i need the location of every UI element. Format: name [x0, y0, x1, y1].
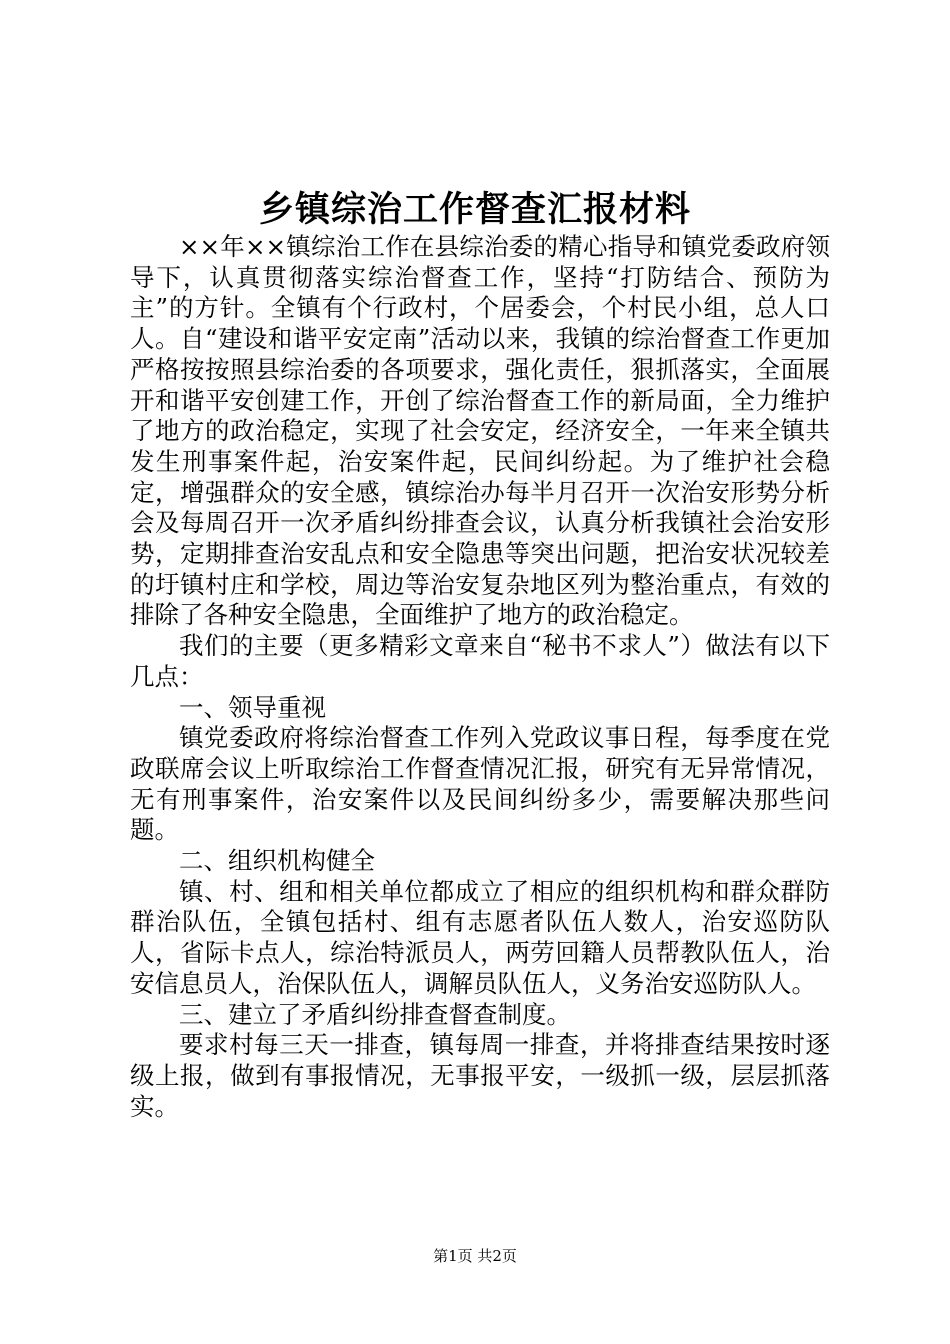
page-footer: 第1页 共2页: [433, 1247, 517, 1265]
document-title: 乡镇综治工作督查汇报材料: [258, 189, 691, 230]
section-heading-leadership: 一、领导重视: [179, 692, 326, 722]
paragraph-dispute-system: 要求村每三天一排查，镇每周一排查，并将排查结果按时逐级上报，做到有事报情况，无事报平安，一级抓一级，层层抓落实。: [130, 1030, 830, 1121]
section-heading-dispute-system: 三、建立了矛盾纠纷排查督查制度。: [179, 999, 571, 1029]
paragraph-main-practices: 我们的主要（更多精彩文章来自“秘书不求人”）做法有以下几点：: [130, 631, 830, 691]
paragraph-organization: 镇、村、组和相关单位都成立了相应的组织机构和群众群防群治队伍，全镇包括村、组有志愿者队伍人数人，治安巡防队人，省际卡点人，综治特派员人，两劳回籍人员帮教队伍人，治安信息员人，治保队伍人，调解员队伍人，义务治安巡防队人。: [130, 876, 830, 998]
paragraph-intro: ××年××镇综治工作在县综治委的精心指导和镇党委政府领导下，认真贯彻落实综治督查工作，坚持“打防结合、预防为主”的方针。全镇有个行政村，个居委会，个村民小组，总人口人。自“建设和谐平安定南”活动以来，我镇的综治督查工作更加严格按按照县综治委的各项要求，强化责任，狠抓落实，全面展开和谐平安创建工作，开创了综治督查工作的新局面，全力维护了地方的政治稳定，实现了社会安定，经济安全，一年来全镇共发生刑事案件起，治安案件起，民间纠纷起。为了维护社会稳定，增强群众的安全感，镇综治办每半月召开一次治安形势分析会及每周召开一次矛盾纠纷排查会议，认真分析我镇社会治安形势，定期排查治安乱点和安全隐患等突出问题，把治安状况较差的圩镇村庄和学校，周边等治安复杂地区列为整治重点，有效的排除了各种安全隐患，全面维护了地方的政治稳定。: [130, 232, 830, 630]
document-body: [130, 232, 830, 1122]
section-heading-organization: 二、组织机构健全: [179, 846, 375, 876]
paragraph-leadership: 镇党委政府将综治督查工作列入党政议事日程，每季度在党政联席会议上听取综治工作督查情况汇报，研究有无异常情况，无有刑事案件，治安案件以及民间纠纷多少，需要解决那些问题。: [130, 723, 830, 845]
